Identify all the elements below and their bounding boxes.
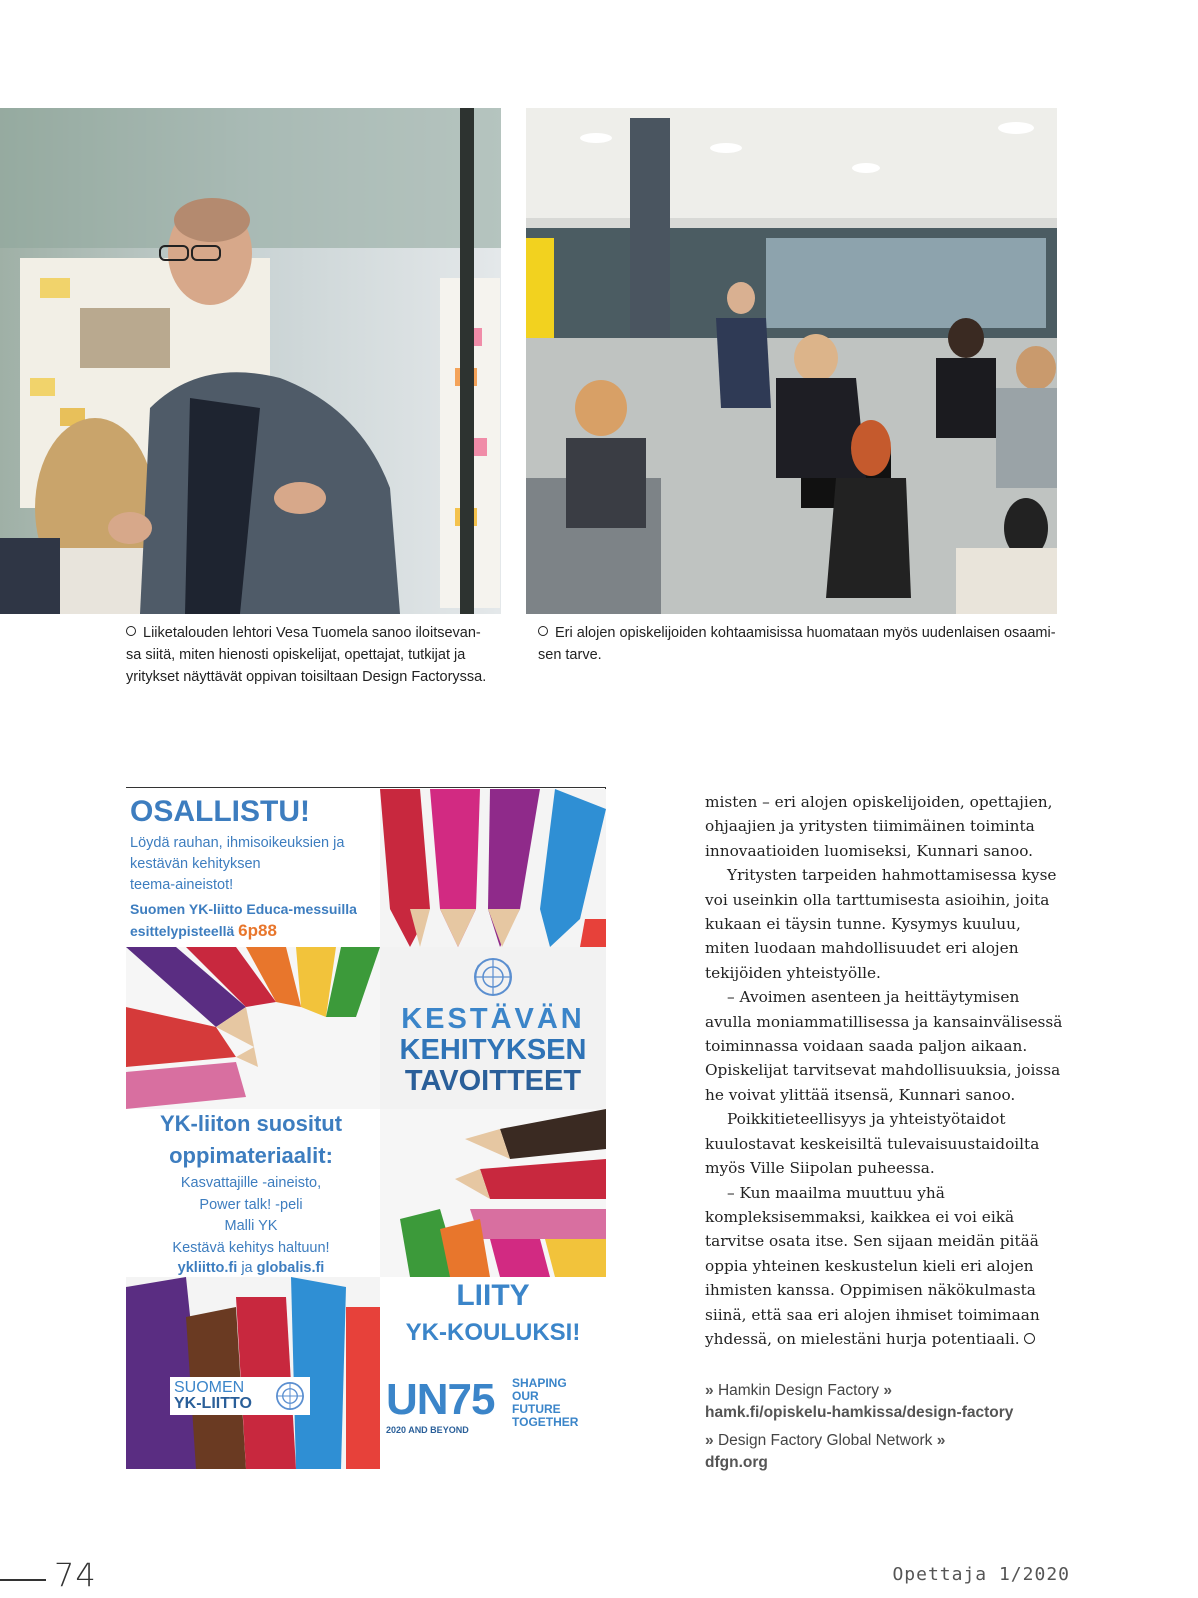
ad-fair (130, 898, 357, 942)
ad-cell-join (380, 1277, 606, 1469)
materials-item-4: Kestävä kehitys haltuun! (172, 1239, 330, 1256)
ad-intro-line-1: Löydä rauhan, ihmisoikeuksien ja (130, 835, 345, 851)
link-arrow-icon: » (936, 1432, 946, 1449)
ad-cell-materials (126, 1109, 380, 1277)
ad-pencils-mid-left (126, 947, 380, 1109)
un75-slogan-1: SHAPING (512, 1376, 567, 1390)
ad-sdg-block (380, 947, 606, 1109)
body-paragraph-1: misten – eri alojen opiskelijoiden, opettajien, ohjaajien ja yritysten tiimimäinen toiminta innovaatioiden luomiseksi, Kunnari sanoo. (705, 793, 1053, 860)
caption-right-line-1: Eri alojen opiskelijoiden kohtaamisissa huomataan myös uudenlaisen osaami- (555, 625, 1056, 641)
related-links (705, 1380, 1085, 1480)
un75-slogan-2: OUR (512, 1389, 539, 1403)
ad-fair-line-2: esittelypisteellä (130, 923, 235, 939)
folio-rule (0, 1579, 46, 1581)
site-ykliitto: ykliitto.fi (177, 1260, 238, 1276)
join-line-2: YK-KOULUKSI! (405, 1319, 581, 1346)
sdg-line-3: TAVOITTEET (404, 1065, 582, 1097)
end-ring-icon (1024, 1333, 1035, 1344)
ad-intro (130, 833, 344, 896)
link-arrow-icon: » (705, 1382, 714, 1399)
body-paragraph-5: – Kun maailma muuttuu yhä kompleksisemmaksi, kaikkea ei voi eikä tarvitse osata itse. Sen sijaan meidän pitää oppia yhteinen keskustelun kieli eri alojen ihmisten kanssa. Oppimisen näkökulmasta siinä, että saa eri alojen ihmiset toimimaan yhdessä, on mielestäni hurja potentiaali. (705, 1183, 1040, 1348)
materials-item-2: Power talk! -peli (199, 1196, 303, 1213)
link-label-dfgn: Design Factory Global Network (717, 1432, 933, 1449)
ad-intro-line-2: kestävän kehityksen (130, 856, 261, 872)
ad-stand: 6p88 (238, 921, 277, 940)
caption-ring-icon (126, 626, 136, 636)
logo-ykliitto: YK-LIITTO (174, 1395, 252, 1412)
sdg-line-1: KESTÄVÄN (401, 1003, 585, 1035)
ad-headline: OSALLISTU! (130, 795, 310, 828)
body-paragraph-3: – Avoimen asenteen ja heittäytymisen avulla moniammatillisessa ja kansainvälisessä toiminnassa voidaan saada paljon aikaan. Opiskelijat tarvitsevat mahdollisuuksia, joissa he voivat ylittää itsensä, Kunnari sanoo. (705, 988, 1063, 1104)
link-url-dfgn[interactable]: dfgn.org (705, 1454, 768, 1471)
caption-right-line-2: sen tarve. (538, 647, 602, 663)
site-globalis: globalis.fi (256, 1260, 325, 1276)
caption-left-line-1: Liiketalouden lehtori Vesa Tuomela sanoo iloitsevan- (143, 625, 481, 641)
body-paragraph-4: Poikkitieteellisyys ja yhteistyötaidot kuulostavat keskeisiltä tulevaisuustaidoilta myös Ville Siipolan puheessa. (705, 1110, 1040, 1178)
ykliitto-logo (170, 1377, 310, 1415)
article-body (705, 790, 1065, 1351)
materials-sites (126, 1260, 376, 1276)
ad-border-top (126, 787, 606, 788)
site-join-word: ja (241, 1260, 253, 1276)
magazine-issue: Opettaja 1/2020 (892, 1564, 1070, 1585)
materials-item-3: Malli YK (224, 1218, 278, 1234)
photo-students (526, 108, 1057, 614)
body-paragraph-2: Yritysten tarpeiden hahmottamisessa kyse voi useinkin olla tarttumisesta asioihin, joita kukaan ei täysin tunne. Kysymys kuuluu, miten luodaan mahdollisuudet eri alojen tekijöiden yhteistyölle. (705, 866, 1057, 982)
link-label-hamk: Hamkin Design Factory (717, 1382, 880, 1399)
materials-list (126, 1173, 376, 1259)
un75-slogan-4: TOGETHER (512, 1415, 579, 1429)
join-line-1: LIITY (456, 1279, 530, 1312)
ad-intro-line-3: teema-aineistot! (130, 877, 234, 893)
un75-main: UN75 (386, 1375, 495, 1424)
un-emblem-icon (471, 955, 515, 999)
caption-left-line-2: sa siitä, miten hienosti opiskelijat, opettajat, tutkijat ja (126, 647, 466, 663)
ad-fair-line-1: Suomen YK-liitto Educa-messuilla (130, 901, 357, 917)
ad-pencils-bottom-left (126, 1277, 380, 1469)
link-item-hamk[interactable] (705, 1380, 1085, 1424)
un-emblem-icon (274, 1380, 306, 1412)
page-number: 74 (54, 1556, 97, 1594)
materials-item-1: Kasvattajille -aineisto, (180, 1175, 322, 1191)
link-url-hamk[interactable]: hamk.fi/opiskelu-hamkissa/design-factory (705, 1404, 1014, 1421)
photo-caption-left (126, 622, 506, 688)
photo-lecturer (0, 108, 501, 614)
link-arrow-icon: » (883, 1382, 892, 1399)
materials-title-line-1: YK-liiton suositut (159, 1111, 343, 1136)
ad-cell-osallistu (126, 789, 380, 947)
caption-left-line-3: yritykset näyttävät oppivan toisiltaan Design Factoryssa. (126, 669, 487, 685)
link-arrow-icon: » (705, 1432, 714, 1449)
link-item-dfgn[interactable] (705, 1430, 1085, 1474)
un75-logo (386, 1375, 596, 1445)
un-association-ad (126, 789, 606, 1469)
un75-sub: 2020 AND BEYOND (386, 1425, 469, 1435)
materials-title-line-2: oppimateriaalit: (169, 1143, 333, 1168)
ad-pencils-mid-right (380, 1109, 606, 1277)
caption-ring-icon (538, 626, 548, 636)
ad-pencils-top-right (380, 789, 606, 947)
un75-slogan-3: FUTURE (512, 1402, 561, 1416)
photo-caption-right (538, 622, 1078, 666)
sdg-line-2: KEHITYKSEN (399, 1034, 587, 1066)
logo-suomen: SUOMEN (174, 1379, 245, 1396)
un75-slogan (512, 1377, 578, 1429)
